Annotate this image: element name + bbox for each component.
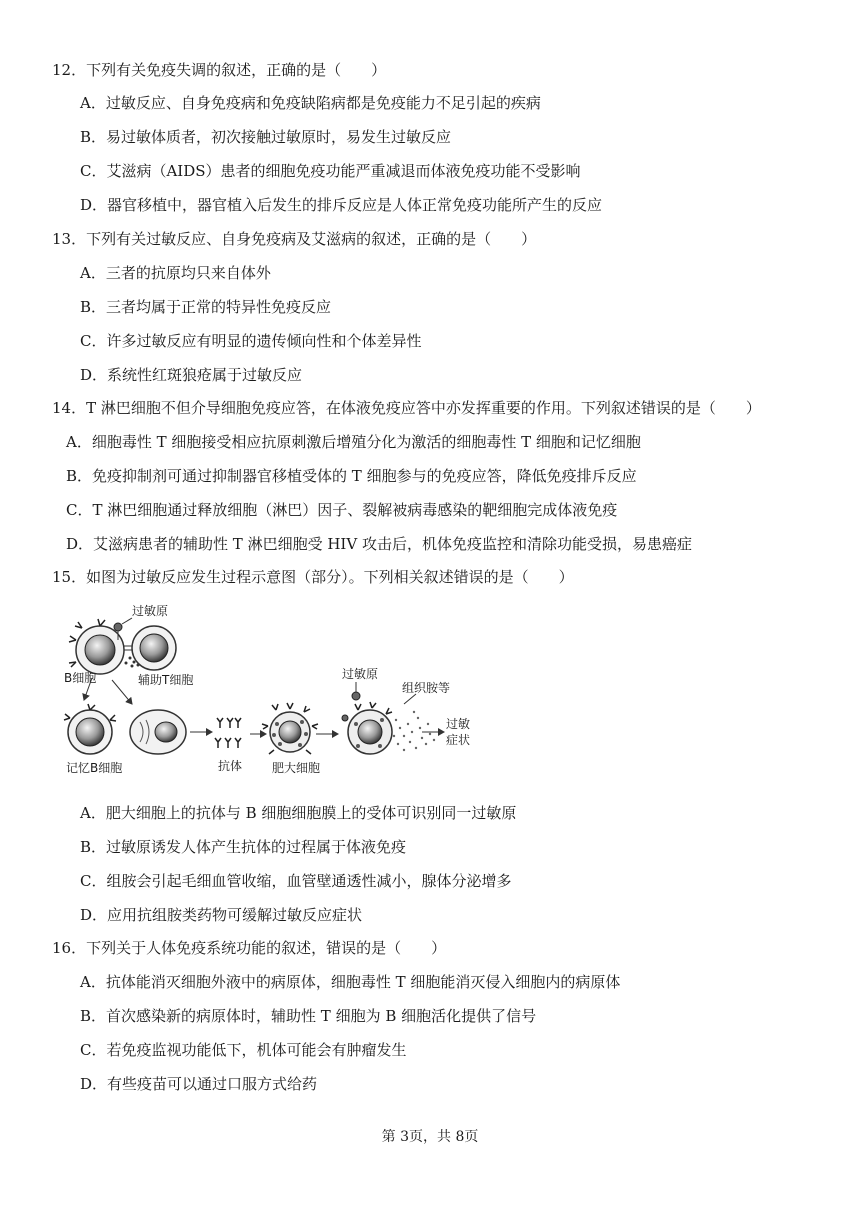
q16-option-a: A．抗体能消灭细胞外液中的病原体，细胞毒性 T 细胞能消灭侵入细胞内的病原体 <box>80 973 621 991</box>
allergen-right-icon <box>352 692 360 700</box>
mast-cell-icon <box>262 703 318 754</box>
label-symptom-line2: 症状 <box>446 733 471 747</box>
activated-mast-cell-icon <box>348 702 392 754</box>
q14-option-a: A．细胞毒性 T 细胞接受相应抗原刺激后增殖分化为激活的细胞毒性 T 细胞和记忆细胞 <box>66 433 641 451</box>
plasma-cell-icon <box>130 710 186 754</box>
allergy-process-diagram <box>62 600 471 785</box>
q15-stem: 15．如图为过敏反应发生过程示意图（部分）。下列相关叙述错误的是（ ） <box>52 568 574 586</box>
q16-stem: 16．下列关于人体免疫系统功能的叙述，错误的是（ ） <box>52 939 447 957</box>
q12-option-a: A．过敏反应、自身免疫病和免疫缺陷病都是免疫能力不足引起的疾病 <box>80 94 541 112</box>
label-helper-t-cell: 辅助T细胞 <box>138 673 194 687</box>
q16-option-b: B．首次感染新的病原体时，辅助性 T 细胞为 B 细胞活化提供了信号 <box>80 1007 537 1025</box>
q13-stem: 13．下列有关过敏反应、自身免疫病及艾滋病的叙述，正确的是（ ） <box>52 230 537 248</box>
label-allergen-top: 过敏原 <box>132 604 169 618</box>
q15-option-b: B．过敏原诱发人体产生抗体的过程属于体液免疫 <box>80 838 407 856</box>
q13-option-c: C．许多过敏反应有明显的遗传倾向性和个体差异性 <box>80 332 422 350</box>
q13-option-d: D．系统性红斑狼疮属于过敏反应 <box>80 366 303 384</box>
label-b-cell: B细胞 <box>64 671 97 685</box>
q15-option-d: D．应用抗组胺类药物可缓解过敏反应症状 <box>80 906 363 924</box>
q12-option-c: C．艾滋病（AIDS）患者的细胞免疫功能严重减退而体液免疫功能不受影响 <box>80 162 581 180</box>
q16-option-d: D．有些疫苗可以通过口服方式给药 <box>80 1075 318 1093</box>
helper-t-cell-icon <box>124 626 176 670</box>
antibody-icon <box>215 718 241 748</box>
q14-option-b: B．免疫抑制剂可通过抑制器官移植受体的 T 细胞参与的免疫应答，降低免疫排斥反应 <box>66 467 637 485</box>
label-symptom-line1: 过敏 <box>446 717 471 731</box>
q14-option-d: D．艾滋病患者的辅助性 T 淋巴细胞受 HIV 攻击后，机体免疫监控和清除功能受损，易患癌症 <box>66 535 692 553</box>
label-allergen-right: 过敏原 <box>342 667 379 681</box>
q13-option-b: B．三者均属于正常的特异性免疫反应 <box>80 298 332 316</box>
q13-option-a: A．三者的抗原均只来自体外 <box>80 264 271 282</box>
label-memory-b-cell: 记忆B细胞 <box>66 761 123 775</box>
histamine-release-icon <box>393 711 435 751</box>
label-antibody: 抗体 <box>218 759 243 773</box>
memory-b-cell-icon <box>64 704 116 754</box>
q16-option-c: C．若免疫监视功能低下，机体可能会有肿瘤发生 <box>80 1041 407 1059</box>
q12-option-b: B．易过敏体质者，初次接触过敏原时，易发生过敏反应 <box>80 128 452 146</box>
q15-option-a: A．肥大细胞上的抗体与 B 细胞细胞膜上的受体可识别同一过敏原 <box>80 804 517 822</box>
label-mast-cell: 肥大细胞 <box>272 761 321 775</box>
q12-stem: 12．下列有关免疫失调的叙述，正确的是（ ） <box>52 61 387 79</box>
q15-option-c: C．组胺会引起毛细血管收缩，血管壁通透性减小，腺体分泌增多 <box>80 872 512 890</box>
q14-option-c: C．T 淋巴细胞通过释放细胞（淋巴）因子、裂解被病毒感染的靶细胞完成体液免疫 <box>66 501 618 519</box>
page-footer: 第 3页，共 8页 <box>381 1129 479 1145</box>
q12-option-d: D．器官移植中，器官植入后发生的排斥反应是人体正常免疫功能所产生的反应 <box>80 196 603 214</box>
label-histamine: 组织胺等 <box>402 681 451 695</box>
q14-stem: 14．T 淋巴细胞不但介导细胞免疫应答，在体液免疫应答中亦发挥重要的作用。下列叙述错误的是（ ） <box>52 399 761 417</box>
